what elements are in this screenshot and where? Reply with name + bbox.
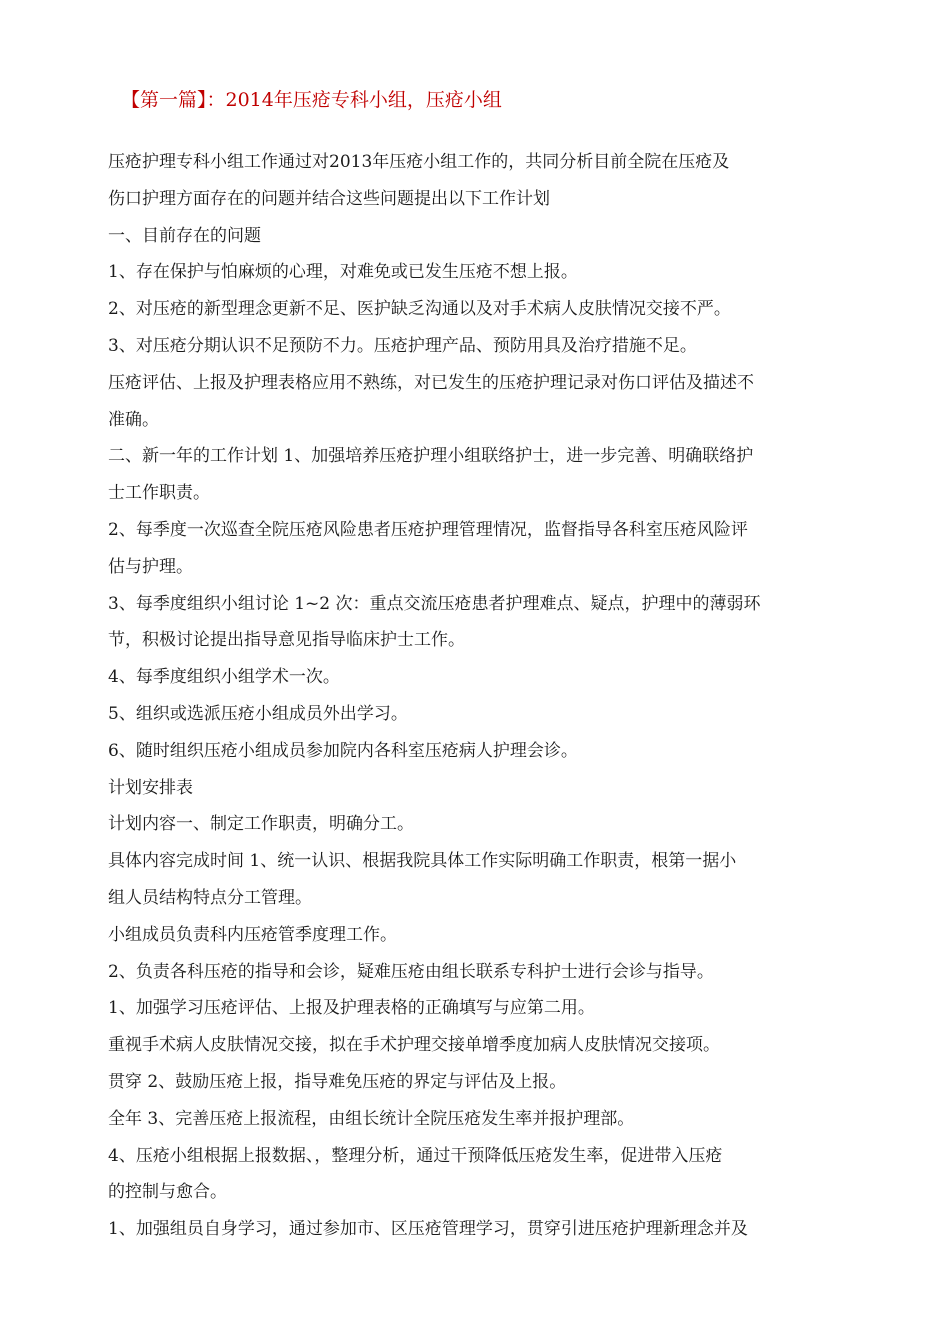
- text-line: 计划内容一、制定工作职责，明确分工。: [108, 814, 414, 835]
- text-line: 6、随时组织压疮小组成员参加院内各科室压疮病人护理会诊。: [108, 740, 578, 761]
- text-line: 全年 3、完善压疮上报流程，由组长统计全院压疮发生率并报护理部。: [108, 1108, 635, 1129]
- text-line: 5、组织或选派压疮小组成员外出学习。: [108, 703, 408, 724]
- text-line: 重视手术病人皮肤情况交接，拟在手术护理交接单增季度加病人皮肤情况交接项。: [108, 1035, 720, 1056]
- text-line: 伤口护理方面存在的问题并结合这些问题提出以下工作计划: [108, 188, 550, 209]
- text-line: 具体内容完成时间 1、统一认识、根据我院具体工作实际明确工作职责，根第一据小: [108, 851, 737, 872]
- text-line: 4、每季度组织小组学术一次。: [108, 667, 340, 688]
- text-line: 2、每季度一次巡查全院压疮风险患者压疮护理管理情况，监督指导各科室压疮风险评: [108, 519, 748, 540]
- text-line: 3、每季度组织小组讨论 1~2 次：重点交流压疮患者护理难点、疑点，护理中的薄弱环: [108, 593, 761, 614]
- text-line: 组人员结构特点分工管理。: [108, 887, 312, 908]
- text-line: 士工作职责。: [108, 483, 210, 504]
- text-line: 压疮护理专科小组工作通过对2013年压疮小组工作的，共同分析目前全院在压疮及: [108, 152, 730, 172]
- text-line: 小组成员负责科内压疮管季度理工作。: [108, 924, 397, 945]
- text-line: 2、负责各科压疮的指导和会诊，疑难压疮由组长联系专科护士进行会诊与指导。: [108, 961, 714, 982]
- document-title: 【第一篇】：2014年压疮专科小组，压疮小组: [121, 89, 502, 111]
- text-line: 节，积极讨论提出指导意见指导临床护士工作。: [108, 630, 465, 651]
- text-line: 计划安排表: [108, 777, 193, 798]
- text-line: 二、新一年的工作计划 1、加强培养压疮护理小组联络护士，进一步完善、明确联络护: [108, 446, 754, 467]
- text-line: 1、存在保护与怕麻烦的心理，对难免或已发生压疮不想上报。: [108, 262, 578, 283]
- text-line: 准确。: [108, 409, 159, 430]
- text-line: 一、目前存在的问题: [108, 225, 261, 246]
- text-line: 压疮评估、上报及护理表格应用不熟练，对已发生的压疮护理记录对伤口评估及描述不: [108, 372, 754, 393]
- text-line: 1、加强组员自身学习，通过参加市、区压疮管理学习，贯穿引进压疮护理新理念并及: [108, 1219, 748, 1240]
- document-body: [108, 144, 843, 1248]
- text-line: 贯穿 2、鼓励压疮上报，指导难免压疮的界定与评估及上报。: [108, 1071, 567, 1092]
- text-line: 的控制与愈合。: [108, 1182, 227, 1203]
- text-line: 4、压疮小组根据上报数据、，整理分析，通过干预降低压疮发生率，促进带入压疮: [108, 1145, 723, 1166]
- text-line: 2、对压疮的新型理念更新不足、医护缺乏沟通以及对手术病人皮肤情况交接不严。: [108, 299, 731, 320]
- text-line: 估与护理。: [108, 556, 193, 577]
- text-line: 3、对压疮分期认识不足预防不力。压疮护理产品、预防用具及治疗措施不足。: [108, 335, 697, 356]
- text-line: 1、加强学习压疮评估、上报及护理表格的正确填写与应第二用。: [108, 998, 595, 1019]
